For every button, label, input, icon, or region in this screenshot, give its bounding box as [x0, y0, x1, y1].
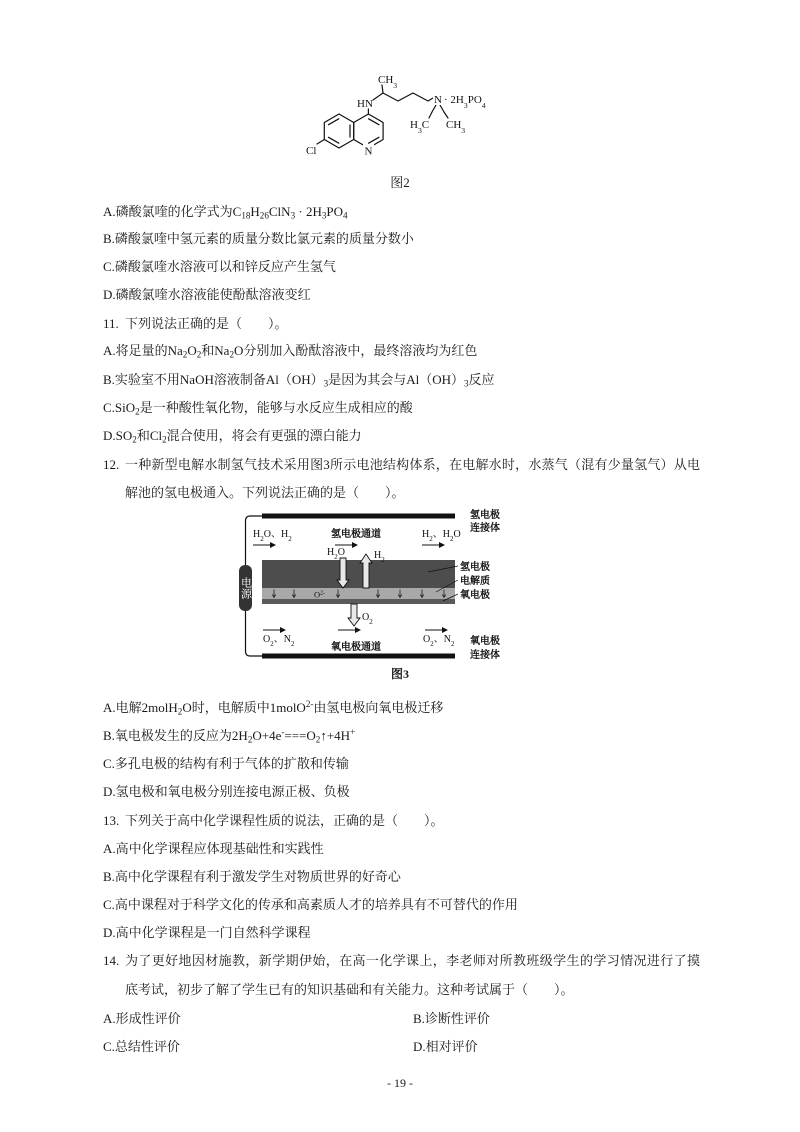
text-run: H — [327, 547, 335, 558]
subscript: 4 — [343, 210, 348, 221]
phosphate-salt-label — [444, 94, 486, 110]
text-run: CH — [378, 74, 394, 86]
text-run: D.磷酸氯喹水溶液能使酚酞溶液变红 — [103, 287, 311, 302]
text-run: O — [362, 612, 370, 623]
question-number: 11. — [103, 316, 119, 331]
q14-option-a: A.形成性评价 — [103, 1011, 181, 1026]
oxygen-electrode-connector-bar — [262, 654, 455, 659]
text-run: D.氢电极和氧电极分别连接电源正极、负极 — [103, 784, 350, 799]
text-run: H — [374, 550, 382, 561]
subscript: 3 — [323, 378, 329, 389]
text-run: A.将足量的Na — [103, 343, 183, 358]
text-run: B.氧电极发生的反应为2H — [103, 728, 248, 743]
chloro-label — [306, 145, 316, 157]
question-stem-line-1: 为了更好地因材施教，新学期伊始，在高一化学课上，李老师对所教班级学生的学习情况进行了摸 — [125, 953, 700, 968]
subscript: 26 — [259, 210, 269, 221]
question-stem-line-1: 一种新型电解水制氢气技术采用图3所示电池结构体系，在电解水时，水蒸气（混有少量氢气）从电 — [125, 457, 700, 472]
subscript: 2 — [315, 734, 321, 745]
q14-option-d: D.相对评价 — [413, 1039, 478, 1054]
q10-option-c — [103, 257, 336, 277]
subscript: 2 — [135, 406, 140, 417]
superscript: + — [350, 727, 356, 737]
question-stem: 下列说法正确的是（ ）。 — [125, 316, 288, 331]
subscript: 3 — [290, 210, 296, 221]
figure-3-caption: 图3 — [390, 667, 409, 681]
oxygen-connector-label-2: 连接体 — [470, 650, 500, 661]
subscript: 2 — [247, 734, 253, 745]
text-run: 是因为其会与Al（OH） — [328, 372, 464, 387]
question-stem-line-2: 解池的氢电极通入。下列说法正确的是（ ）。 — [125, 485, 405, 500]
amine-label — [357, 98, 373, 110]
question-stem: 下列关于高中化学课程性质的说法，正确的是（ ）。 — [125, 813, 444, 828]
text-run: B.磷酸氯喹中氢元素的质量分数比氯元素的质量分数小 — [103, 231, 414, 246]
ethyl-right-label — [446, 119, 465, 135]
text-run: · 2H — [295, 204, 322, 219]
text-run: ClN — [268, 204, 291, 219]
text-run: O时，电解质中1molO — [182, 700, 306, 715]
subscript: 2 — [334, 553, 338, 561]
text-run: D.SO — [103, 428, 133, 443]
methyl-label — [378, 74, 397, 90]
q13-option-c: C.高中课程对于科学文化的传承和高素质人才的培养具有不可替代的作用 — [103, 897, 518, 912]
ethyl-bond-left — [429, 105, 436, 118]
q10-option-b — [103, 229, 414, 249]
text-run: 和Cl — [136, 428, 163, 443]
subscript: 2 — [270, 640, 274, 648]
figure-2-caption: 图2 — [390, 175, 410, 190]
q14-option-c: C.总结性评价 — [103, 1039, 180, 1054]
electrolyte-label: 电解质 — [460, 576, 490, 587]
subscript: 2 — [430, 640, 434, 648]
methyl-bond — [382, 85, 383, 93]
question-number: 13. — [103, 813, 120, 828]
ethyl-bond-right — [440, 105, 448, 118]
hydrogen-channel-inlet-label — [253, 529, 292, 543]
text-run: 、N — [433, 634, 451, 645]
chloro-bond — [317, 140, 324, 145]
q10-option-d — [103, 285, 311, 305]
subscript: 2 — [288, 535, 292, 543]
hydrogen-electrode-layer — [262, 560, 455, 588]
hydrogen-electrode-label: 氢电极 — [460, 562, 490, 573]
oxygen-channel-outlet-label — [423, 634, 455, 648]
q12-option-c — [103, 754, 349, 774]
oxygen-outflow-arrow — [348, 604, 360, 626]
text-run: 、H — [432, 529, 450, 540]
side-chain — [373, 93, 433, 101]
text-run: Cl — [306, 145, 317, 157]
q11-option-b — [103, 370, 495, 390]
superscript: - — [281, 727, 285, 737]
text-run: A.电解2molH — [103, 700, 178, 715]
subscript: 2 — [196, 349, 202, 360]
q12-option-d — [103, 782, 350, 802]
text-run: PO — [326, 204, 343, 219]
text-run: C.磷酸氯喹水溶液可以和锌反应产生氢气 — [103, 259, 336, 274]
q13-option-b: B.高中化学课程有利于激发学生对物质世界的好奇心 — [103, 869, 401, 884]
hydrogen-channel-outlet-label — [422, 529, 461, 543]
subscript: 3 — [393, 80, 398, 90]
text-run: O — [453, 529, 461, 540]
text-run: O+4e — [252, 728, 282, 743]
subscript: 18 — [241, 210, 251, 221]
text-run: N — [364, 145, 373, 158]
text-run: O — [337, 547, 345, 558]
subscript: 2 — [449, 535, 454, 543]
text-run: ===O — [284, 728, 316, 743]
text-run: 由氢电极向氧电极迁移 — [313, 700, 444, 715]
text-run: 混合使用，将会有更强的漂白能力 — [166, 428, 362, 443]
question-number: 14. — [103, 953, 120, 968]
text-run: 和Na — [201, 343, 230, 358]
oxygen-channel-inlet-label — [263, 634, 295, 648]
text-run: 是一种酸性氧化物，能够与水反应生成相应的酸 — [139, 400, 413, 415]
q12-option-b — [103, 726, 355, 746]
oxygen-out-label — [362, 612, 373, 626]
hydrogen-connector-label-2: 连接体 — [470, 523, 500, 534]
subscript: 2 — [429, 535, 433, 543]
q13-option-d: D.高中化学课程是一门自然科学课程 — [103, 925, 311, 940]
chain-nitrogen-label — [434, 94, 442, 106]
text-run: O — [187, 343, 197, 358]
text-run: C — [421, 119, 430, 131]
subscript: 2 — [132, 434, 137, 445]
q11-option-a — [103, 341, 477, 361]
subscript: 2 — [182, 349, 188, 360]
power-source-label: 电源 — [239, 577, 252, 599]
electrolyte-layer — [262, 588, 455, 599]
subscript: 3 — [417, 125, 422, 135]
text-run: CH — [446, 119, 462, 131]
subscript: 3 — [463, 100, 468, 110]
text-run: C.多孔电极的结构有利于气体的扩散和传输 — [103, 756, 349, 771]
ring-nitrogen-label — [365, 146, 373, 158]
text-run: O、H — [263, 529, 289, 540]
superscript: 2- — [305, 699, 314, 709]
text-run: O — [423, 634, 431, 645]
oxygen-electrode-layer — [262, 599, 455, 604]
q11-option-d — [103, 426, 362, 446]
subscript: 2 — [381, 556, 385, 564]
text-run: O — [314, 589, 321, 600]
subscript: 2 — [177, 706, 183, 717]
page-number: - 19 - — [387, 1076, 413, 1090]
q10-option-a — [103, 202, 348, 222]
hydrogen-channel-label: 氢电极通道 — [331, 529, 381, 540]
text-run: HN — [357, 98, 373, 110]
oxygen-connector-label-1: 氧电极 — [470, 636, 500, 647]
text-run: H — [250, 204, 260, 219]
subscript: 3 — [463, 378, 469, 389]
figure-3-electrolysis-cell — [238, 508, 513, 666]
superscript: 2- — [320, 590, 326, 597]
subscript: 3 — [461, 125, 466, 135]
text-run: 反应 — [468, 372, 495, 387]
subscript: 2 — [290, 640, 295, 648]
text-run: H — [422, 529, 430, 540]
subscript: 2 — [260, 535, 264, 543]
text-run: O — [263, 634, 271, 645]
q13-option-a: A.高中化学课程应体现基础性和实践性 — [103, 841, 324, 856]
text-run: 、N — [273, 634, 291, 645]
figure-2-molecule — [300, 66, 510, 166]
text-run: H — [253, 529, 261, 540]
text-run: H — [410, 119, 418, 131]
hydrogen-connector-label-1: 氢电极 — [470, 510, 500, 521]
subscript: 2 — [450, 640, 455, 648]
text-run: PO — [467, 94, 482, 106]
text-run: C.SiO — [103, 400, 136, 415]
subscript: 2 — [229, 349, 234, 360]
subscript: 2 — [369, 618, 373, 626]
subscript: 4 — [481, 100, 486, 110]
text-run: O分别加入酚酞溶液中，最终溶液均为红色 — [234, 343, 478, 358]
q14-option-b: B.诊断性评价 — [413, 1011, 490, 1026]
question-number: 12. — [103, 457, 120, 472]
q12-option-a — [103, 698, 443, 718]
text-run: · 2H — [444, 94, 464, 106]
oxygen-channel-label: 氧电极通道 — [331, 642, 381, 653]
question-stem-line-2: 底考试，初步了解了学生已有的知识基础和有关能力。这种考试属于（ ）。 — [125, 982, 574, 997]
text-run: B.实验室不用NaOH溶液制备Al（OH） — [103, 372, 324, 387]
oxygen-electrode-label: 氧电极 — [460, 590, 490, 601]
subscript: 3 — [321, 210, 327, 221]
text-run: ↑+4H — [320, 728, 351, 743]
ethyl-left-label — [410, 119, 429, 135]
subscript: 2 — [162, 434, 167, 445]
text-run: N — [434, 94, 442, 106]
q11-option-c — [103, 398, 413, 418]
hydrogen-electrode-connector-bar — [262, 514, 455, 519]
text-run: A.磷酸氯喹的化学式为C — [103, 204, 242, 219]
